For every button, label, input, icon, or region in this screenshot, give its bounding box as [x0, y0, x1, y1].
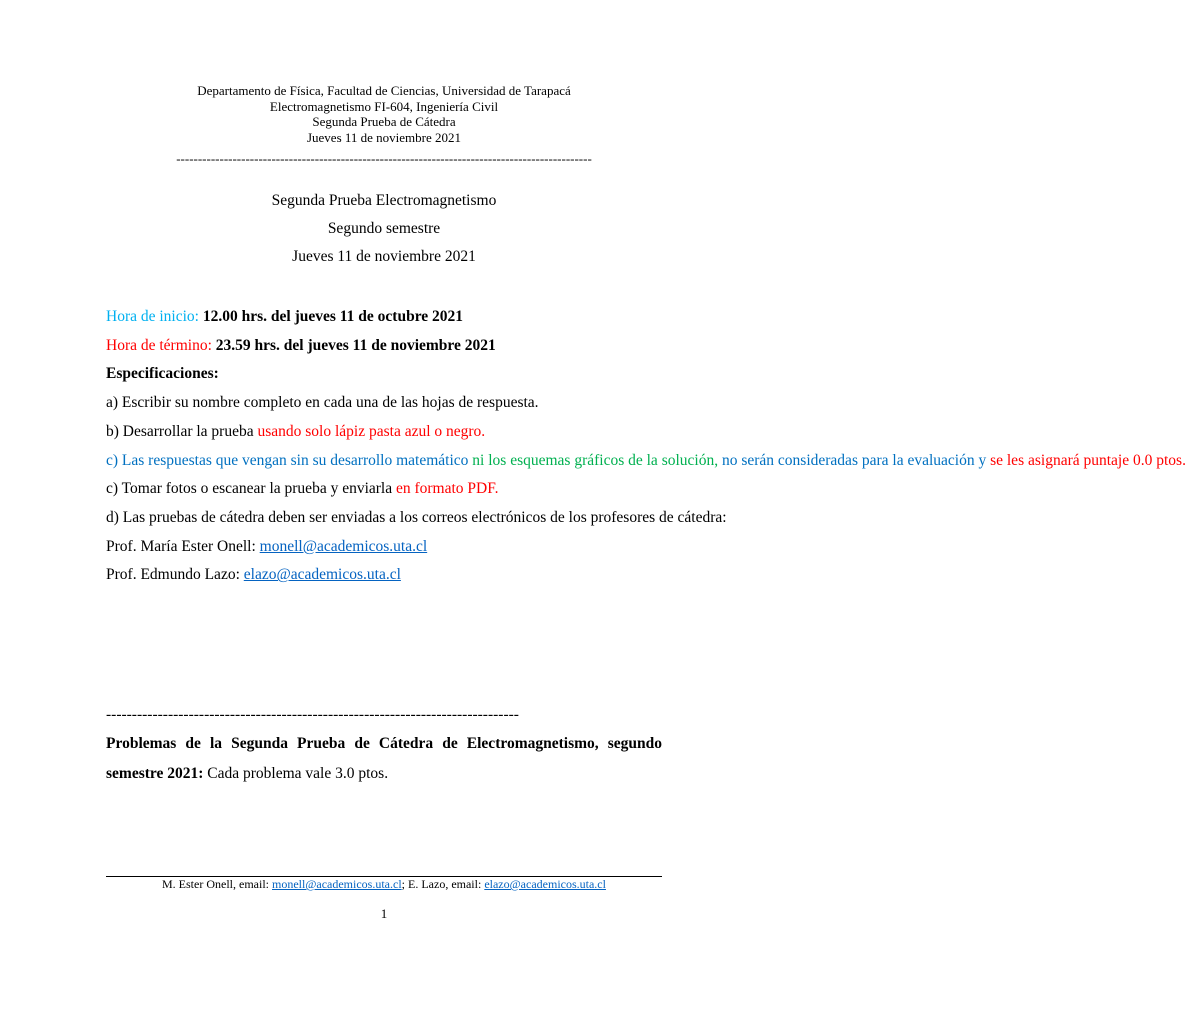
spec-b	[106, 418, 662, 447]
problems-intro	[106, 729, 662, 789]
header-department: Departamento de Física, Facultad de Ciencias, Universidad de Tarapacá	[197, 83, 571, 98]
spec-c2-highlight: en formato PDF.	[395, 480, 499, 498]
contact-lazo	[106, 561, 662, 590]
spec-c-evaluation	[106, 447, 1186, 476]
email-link-onell[interactable]: monell@academicos.uta.cl	[259, 537, 428, 555]
email-link-lazo[interactable]: elazo@academicos.uta.cl	[243, 566, 401, 584]
end-time-line	[106, 332, 662, 361]
spec-c-part1: c) Las respuestas que vengan sin su desarrollo matemático	[106, 451, 469, 469]
end-time-value: 23.59 hrs. del jueves 11 de noviembre 2021	[215, 336, 496, 354]
instructions	[106, 303, 1186, 590]
problems-points: Cada problema vale 3.0 ptos.	[203, 765, 389, 782]
footer-text-lazo: ; E. Lazo, email:	[401, 877, 485, 891]
page-header	[0, 83, 768, 167]
footer-email-onell[interactable]: monell@academicos.uta.cl	[272, 877, 402, 891]
page-footer	[0, 877, 768, 892]
section-divider: --------------------------------------------------------------------------------	[106, 706, 519, 723]
spec-c-part2: ni los esquemas gráficos de la solución,	[468, 451, 719, 469]
spec-b-text: b) Desarrollar la prueba	[106, 422, 258, 440]
header-course: Electromagnetismo FI-604, Ingeniería Civil	[269, 98, 499, 114]
start-time-label: Hora de inicio:	[106, 308, 199, 325]
title-date: Jueves 11 de noviembre 2021	[292, 248, 476, 265]
title-semester: Segundo semestre	[327, 220, 441, 237]
header-date: Jueves 11 de noviembre 2021	[306, 129, 462, 145]
problems-heading: Problemas de la Segunda Prueba de Cátedra de Electromagnetismo, segundo semestre 2021:	[106, 735, 662, 782]
end-time-label: Hora de término:	[106, 336, 212, 354]
title-exam: Segunda Prueba Electromagnetismo	[271, 192, 497, 209]
spec-d: d) Las pruebas de cátedra deben ser enviadas a los correos electrónicos de los profesores de cátedra:	[106, 508, 727, 526]
contact-lazo-label: Prof. Edmundo Lazo:	[106, 566, 244, 584]
footer-email-lazo[interactable]: elazo@academicos.uta.cl	[484, 877, 606, 891]
page-number: 1	[380, 906, 388, 921]
document-titles	[0, 190, 768, 274]
contact-onell	[106, 533, 662, 562]
spec-c-part3: no serán consideradas para la evaluación y	[718, 451, 987, 469]
start-time-line	[106, 303, 662, 332]
spec-c-submission	[106, 475, 662, 504]
spec-c2-text: c) Tomar fotos o escanear la prueba y enviarla	[106, 480, 396, 498]
footer-text-onell: M. Ester Onell, email:	[162, 877, 272, 891]
spec-b-highlight: usando solo lápiz pasta azul o negro.	[257, 422, 486, 440]
spec-c-part4: se les asignará puntaje 0.0 ptos.	[986, 451, 1186, 469]
header-divider: ------------------------------------------------------------------------------------------------	[176, 151, 592, 166]
start-time-value: 12.00 hrs. del jueves 11 de octubre 2021	[202, 308, 464, 325]
specs-heading: Especificaciones:	[106, 365, 219, 383]
contact-onell-label: Prof. María Ester Onell:	[106, 537, 260, 555]
header-exam: Segunda Prueba de Cátedra	[312, 114, 456, 129]
spec-a: a) Escribir su nombre completo en cada una de las hojas de respuesta.	[106, 394, 539, 412]
